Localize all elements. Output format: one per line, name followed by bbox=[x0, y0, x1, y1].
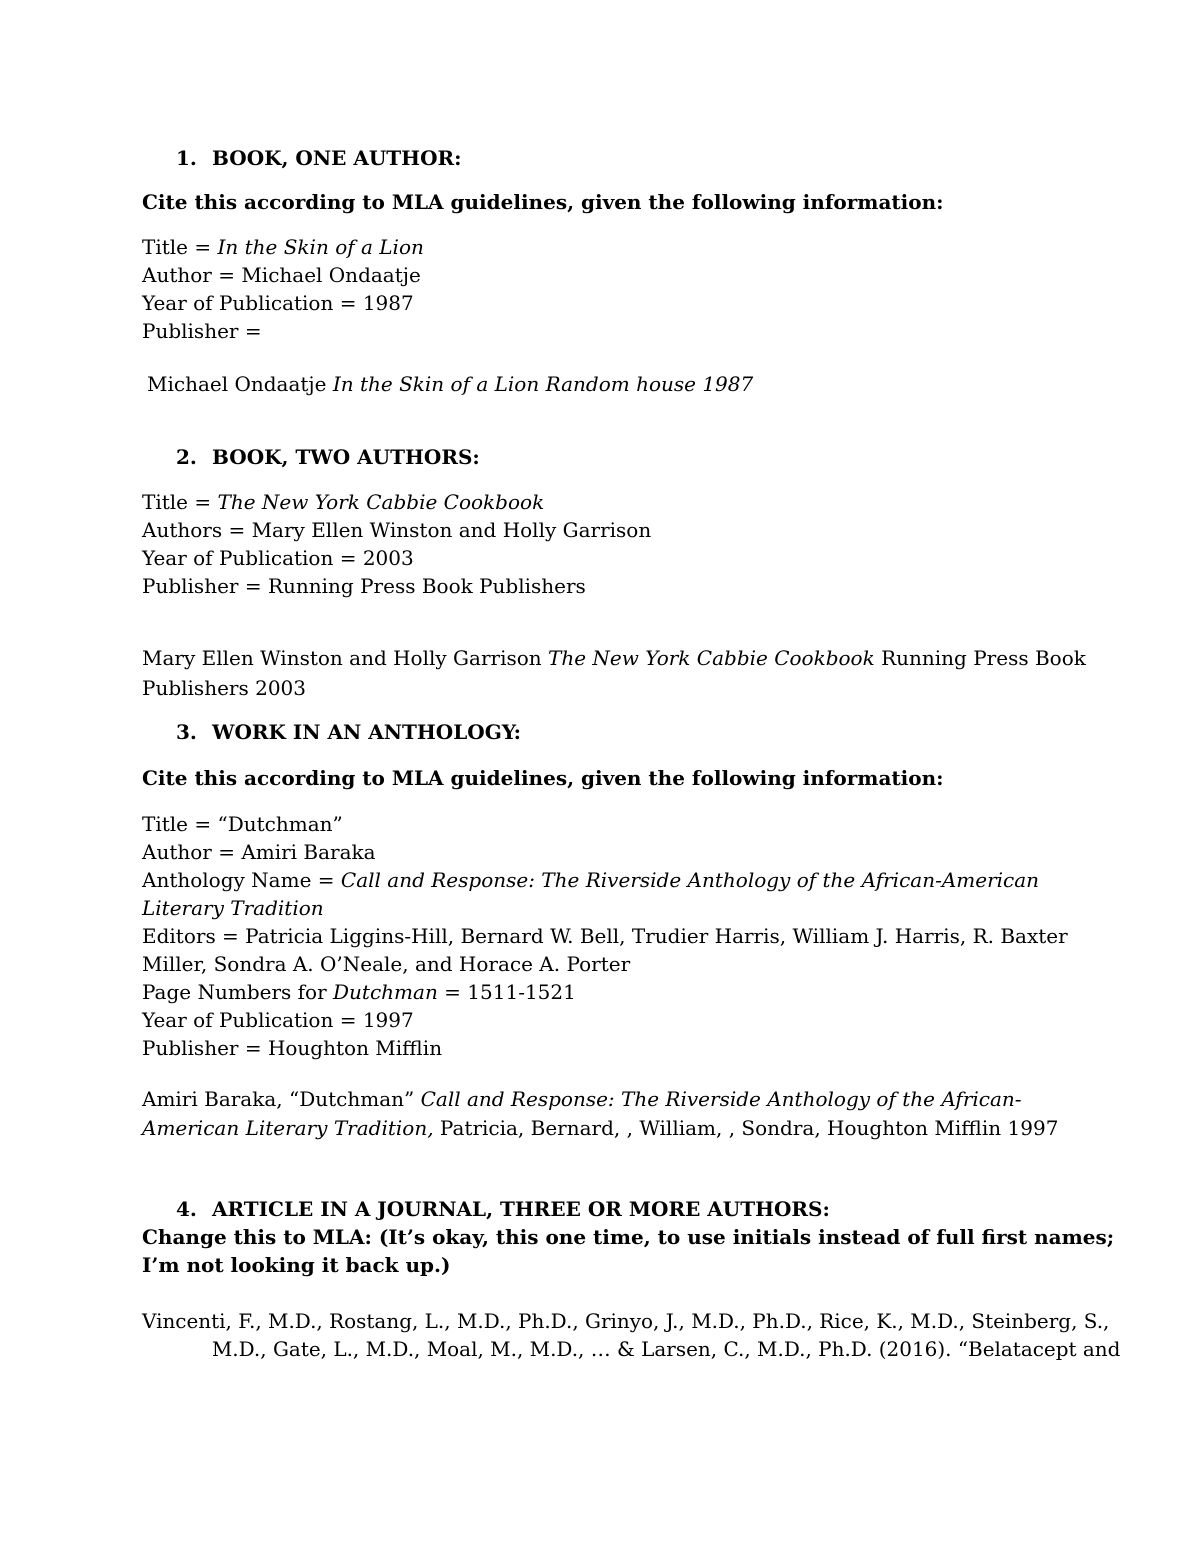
section-3-heading bbox=[176, 718, 521, 746]
section-3-author-line: Author = Amiri Baraka bbox=[142, 840, 376, 864]
section-3-anthology-line-2: Literary Tradition bbox=[142, 896, 324, 920]
section-3-instruction: Cite this according to MLA guidelines, given the following information: bbox=[142, 766, 944, 790]
section-2-authors-line: Authors = Mary Ellen Winston and Holly Garrison bbox=[142, 518, 652, 542]
section-3-anthology-line: Anthology Name = Call and Response: The Riverside Anthology of the African-American bbox=[142, 868, 1040, 892]
section-2-title-value: The New York Cabbie Cookbook bbox=[217, 490, 545, 514]
section-2-answer: Mary Ellen Winston and Holly Garrison The New York Cabbie Cookbook Running Press Book Publishers 2003 bbox=[142, 646, 1086, 700]
section-1-author-line: Author = Michael Ondaatje bbox=[142, 263, 421, 287]
section-4-instruction: Change this to MLA: (It’s okay, this one time, to use initials instead of full first names; I’m not looking it back up.) bbox=[142, 1225, 1115, 1277]
section-4-title: ARTICLE IN A JOURNAL, THREE OR MORE AUTHORS: bbox=[212, 1197, 830, 1221]
section-2-number: 2. bbox=[176, 445, 197, 469]
section-3-editors-line-2: Miller, Sondra A. O’Neale, and Horace A. Porter bbox=[142, 952, 631, 976]
section-4-number: 4. bbox=[176, 1197, 197, 1221]
section-2-publisher-line: Publisher = Running Press Book Publishers bbox=[142, 574, 586, 598]
section-3-number: 3. bbox=[176, 720, 197, 744]
section-3-pages-line: Page Numbers for Dutchman = 1511-1521 bbox=[142, 980, 576, 1004]
section-2-year-line: Year of Publication = 2003 bbox=[142, 546, 414, 570]
section-1-info bbox=[142, 233, 424, 345]
section-1-title: BOOK, ONE AUTHOR: bbox=[212, 146, 462, 170]
section-1-title-value: In the Skin of a Lion bbox=[217, 235, 424, 259]
section-1-instruction: Cite this according to MLA guidelines, given the following information: bbox=[142, 190, 944, 214]
section-2-heading bbox=[176, 443, 480, 471]
section-3-title-line: Title = “Dutchman” bbox=[142, 812, 343, 836]
section-3-info bbox=[142, 810, 1068, 1062]
section-2-title: BOOK, TWO AUTHORS: bbox=[212, 445, 480, 469]
section-3-year-line: Year of Publication = 1997 bbox=[142, 1008, 414, 1032]
section-3-editors-line: Editors = Patricia Liggins-Hill, Bernard W. Bell, Trudier Harris, William J. Harris, R. Baxter bbox=[142, 924, 1068, 948]
section-1-title-line: Title = In the Skin of a Lion bbox=[142, 235, 424, 259]
section-2-info bbox=[142, 488, 651, 600]
section-1-answer: Michael Ondaatje In the Skin of a Lion Random house 1987 bbox=[147, 372, 754, 396]
section-3-publisher-line: Publisher = Houghton Mifflin bbox=[142, 1036, 443, 1060]
section-4-reference: Vincenti, F., M.D., Rostang, L., M.D., Ph.D., Grinyo, J., M.D., Ph.D., Rice, K., M.D., Steinberg, S., M.D., Gate, L., M.D., Moal, M., M.D., … & Larsen, C., M.D., Ph.D. (2016). “Belatacept and bbox=[142, 1309, 1121, 1361]
section-1-number: 1. bbox=[176, 146, 197, 170]
section-3-answer: Amiri Baraka, “Dutchman” Call and Response: The Riverside Anthology of the African- American Literary Tradition, Patricia, Bernard, , William, , Sondra, Houghton Mifflin 1997 bbox=[142, 1087, 1059, 1140]
section-4-heading bbox=[176, 1195, 830, 1223]
section-2-title-line: Title = The New York Cabbie Cookbook bbox=[142, 490, 545, 514]
section-1-heading bbox=[176, 144, 462, 172]
section-1-publisher-line: Publisher = bbox=[142, 319, 262, 343]
section-3-title: WORK IN AN ANTHOLOGY: bbox=[212, 720, 521, 744]
section-1-year-line: Year of Publication = 1987 bbox=[142, 291, 414, 315]
